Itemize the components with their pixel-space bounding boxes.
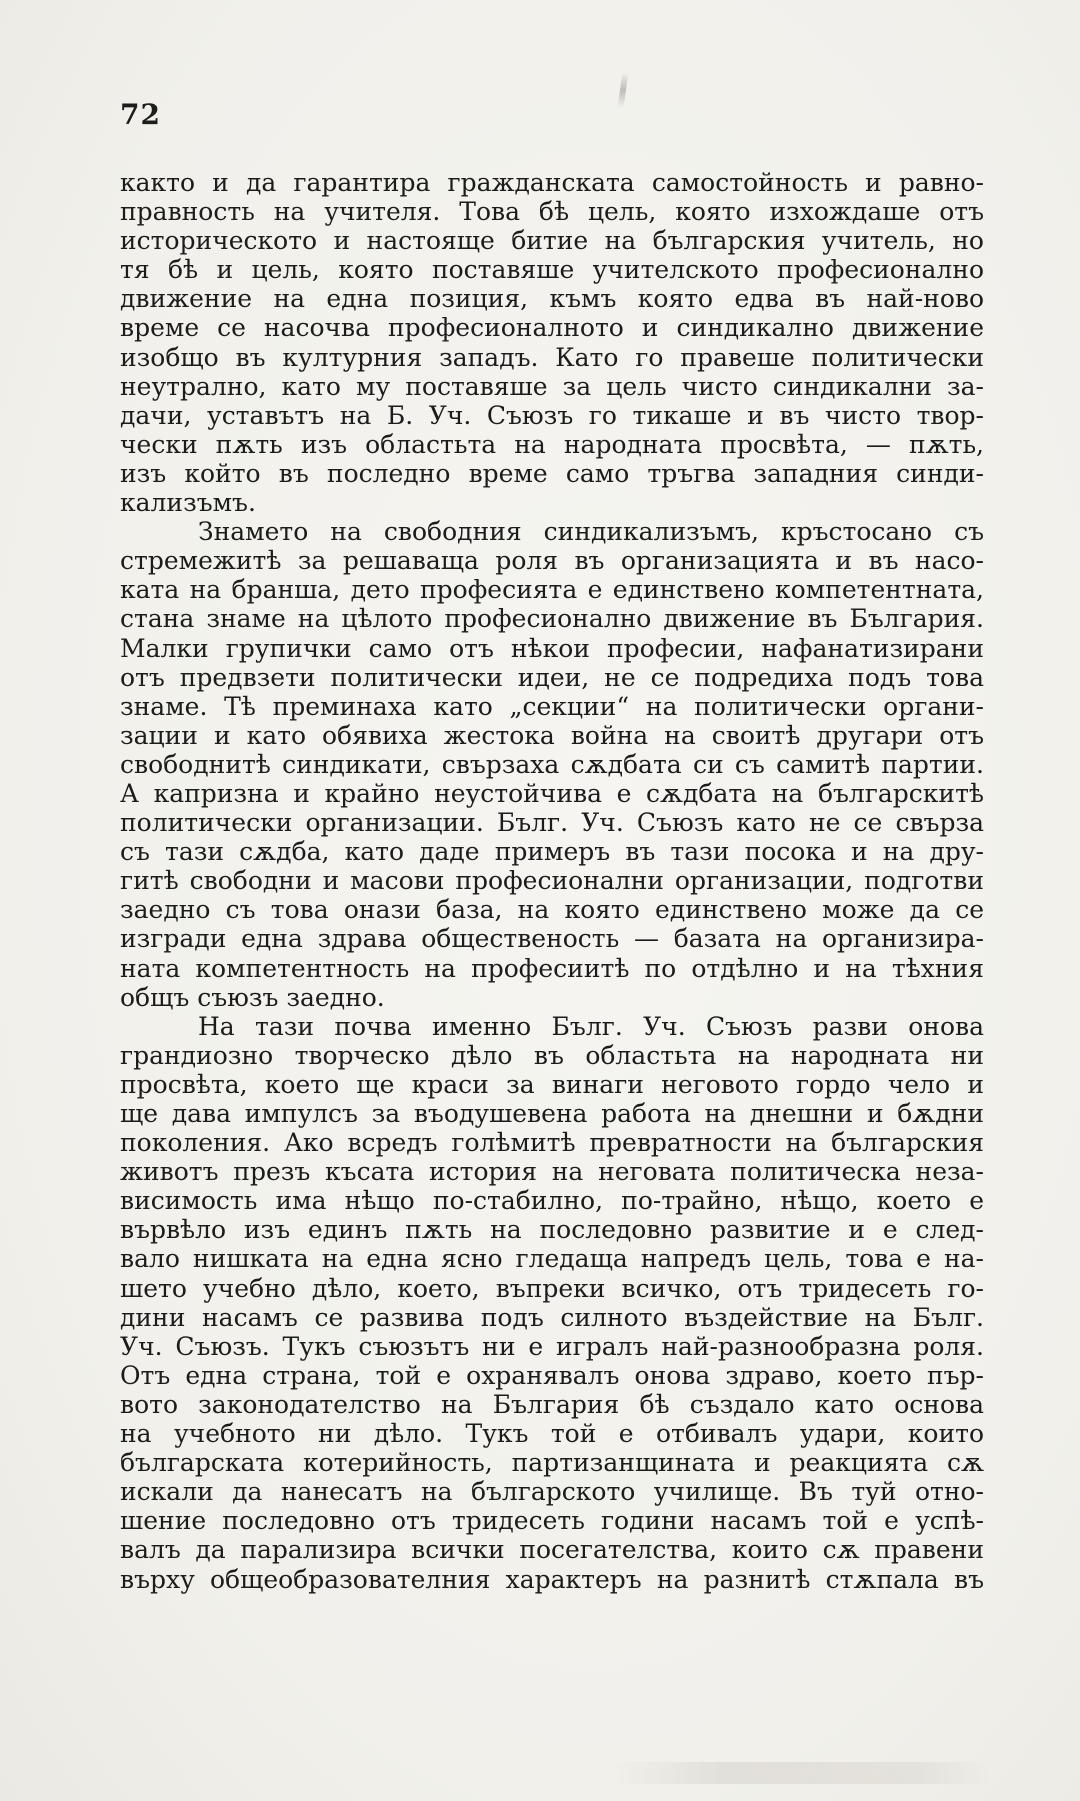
- text-line: знаме. Тѣ преминаха като „секции“ на политически органи-: [120, 691, 984, 721]
- text-line: тя бѣ и цель, която поставяше учителското професионално: [120, 255, 984, 285]
- bleed-through-shadow: [610, 1762, 990, 1784]
- text-line: изобщо въ културния западъ. Като го правеше политически: [120, 342, 984, 372]
- text-line: грандиозно творческо дѣло въ областьта на народната ни: [120, 1040, 984, 1070]
- text-line: Уч. Съюзъ. Тукъ съюзътъ ни е игралъ най-разнообразна роля.: [120, 1331, 984, 1361]
- text-line: шето учебно дѣло, което, въпреки всичко, отъ тридесеть го-: [120, 1273, 984, 1303]
- text-line: заедно съ това онази база, на която единствено може да се: [120, 895, 984, 925]
- text-line: стана знаме на цѣлото професионално движение въ България.: [120, 604, 984, 634]
- text-line: поколения. Ако всредъ голѣмитѣ превратности на българския: [120, 1128, 984, 1158]
- text-line: Малки групички само отъ нѣкои професии, нафанатизирани: [120, 633, 984, 663]
- text-line: историческото и настояще битие на българския учитель, но: [120, 226, 984, 256]
- paragraph-p3: [120, 1012, 984, 1594]
- text-line: Отъ една страна, той е охранявалъ онова здраво, което пър-: [120, 1360, 984, 1390]
- text-line: движение на една позиция, къмъ която едва въ най-ново: [120, 284, 984, 314]
- text-line: изъ който въ последно време само тръгва западния синди-: [120, 458, 984, 488]
- text-line: чески пѫть изъ областьта на народната просвѣта, — пѫть,: [120, 429, 984, 459]
- text-line: дини насамъ се развива подъ силното въздействие на Бълг.: [120, 1302, 984, 1332]
- text-line: вало нишката на една ясно гледаща напредъ цель, това е на-: [120, 1244, 984, 1274]
- text-line: ще дава импулсъ за въодушевена работа на днешни и бѫдни: [120, 1099, 984, 1128]
- paragraph-p2: [120, 517, 984, 1012]
- text-line: просвѣта, което ще краси за винаги неговото гордо чело и: [120, 1069, 984, 1099]
- text-line: вървѣло изъ единъ пѫть на последовно развитие и е след-: [120, 1215, 984, 1245]
- text-line: ката на бранша, дето професията е единствено компетентната,: [120, 575, 984, 605]
- text-line: българската котерийность, партизанщината и реакцията сѫ: [120, 1448, 984, 1478]
- page-number: 72: [120, 98, 161, 131]
- text-line: гитѣ свободни и масови професионални организации, подготви: [120, 866, 984, 896]
- ink-smudge-mark: [618, 72, 629, 108]
- text-line: зации и като обявиха жестока война на своитѣ другари отъ: [120, 720, 984, 750]
- text-line: време се насочва професионалното и синдикално движение: [120, 313, 984, 343]
- text-line: На тази почва именно Бълг. Уч. Съюзъ разви онова: [198, 1011, 984, 1041]
- text-line: кализъмъ.: [120, 488, 256, 518]
- text-line: изгради една здрава общественость — базата на организира-: [120, 924, 984, 954]
- text-line: вото законодателство на България бѣ създало като основа: [120, 1389, 984, 1419]
- text-line: валъ да парализира всички посегателства, които сѫ правени: [120, 1535, 984, 1565]
- text-line: свободнитѣ синдикати, свързаха сѫдбата си съ самитѣ партии.: [120, 749, 984, 779]
- paragraph-p1: [120, 168, 984, 517]
- text-line: както и да гарантира гражданската самостойность и равно-: [120, 168, 984, 197]
- text-line: висимость има нѣщо по-стабилно, по-трайно, нѣщо, което е: [120, 1186, 984, 1216]
- text-line: политически организации. Бълг. Уч. Съюзъ като не се свърза: [120, 808, 984, 838]
- text-line: отъ предвзети политически идеи, не се подредиха подъ това: [120, 662, 984, 692]
- text-line: дачи, уставътъ на Б. Уч. Съюзъ го тикаше и въ чисто твор-: [120, 400, 984, 430]
- text-line: общъ съюзъ заедно.: [120, 982, 385, 1012]
- text-line: А капризна и крайно неустойчива е сѫдбата на българскитѣ: [120, 778, 984, 808]
- text-line: искали да нанесатъ на българското училище. Въ туй отно-: [120, 1477, 984, 1507]
- body-text: [120, 168, 984, 1594]
- text-line: правность на учителя. Това бѣ цель, която изхождаше отъ: [120, 197, 984, 227]
- text-line: върху общеобразователния характеръ на разнитѣ стѫпала въ: [120, 1564, 984, 1594]
- text-line: съ тази сѫдба, като даде примеръ въ тази посока и на дру-: [120, 837, 984, 867]
- text-line: Знамето на свободния синдикализъмъ, кръстосано съ: [198, 517, 984, 547]
- text-line: шение последовно отъ тридесеть години насамъ той е успѣ-: [120, 1506, 984, 1536]
- text-line: на учебното ни дѣло. Тукъ той е отбивалъ удари, които: [120, 1419, 984, 1449]
- text-line: ната компетентность на професиитѣ по отдѣлно и на тѣхния: [120, 953, 984, 983]
- text-line: неутрално, като му поставяше за цель чисто синдикални за-: [120, 371, 984, 401]
- text-line: животъ презъ късата история на неговата политическа неза-: [120, 1157, 984, 1187]
- text-line: стремежитѣ за решаваща роля въ организацията и въ насо-: [120, 546, 984, 576]
